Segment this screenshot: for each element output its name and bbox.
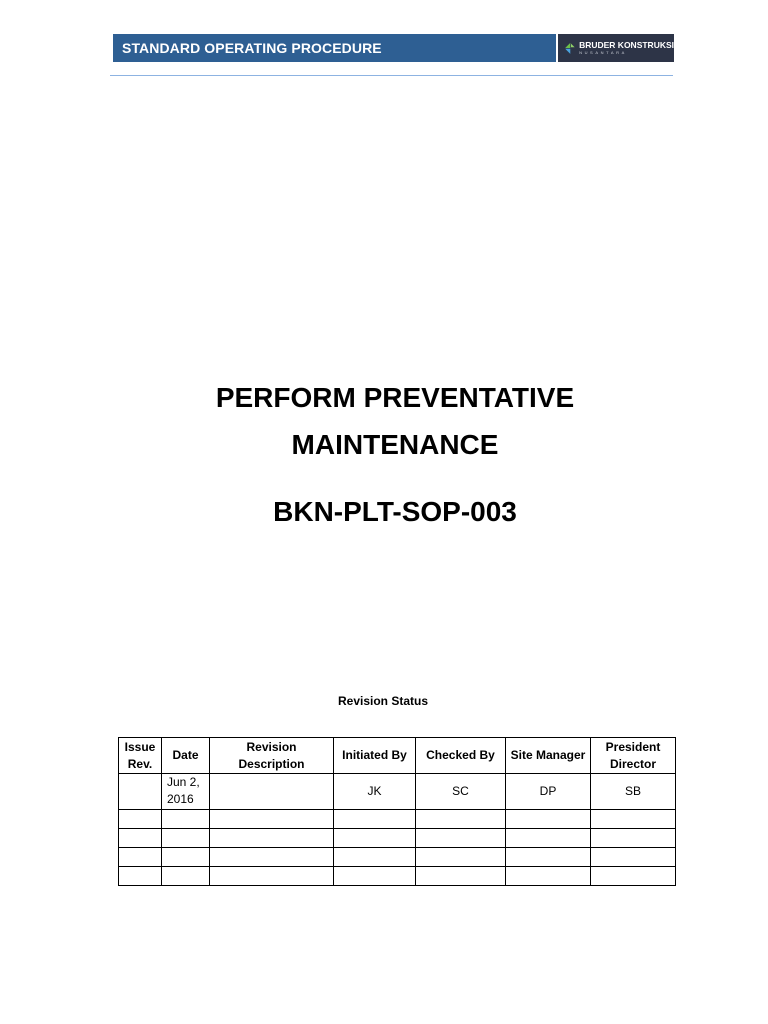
column-header-checked-by: Checked By <box>416 738 506 774</box>
cell-president-director <box>591 810 676 829</box>
cell-revision-description <box>210 774 334 810</box>
company-logo <box>558 34 674 62</box>
cell-date <box>162 867 210 886</box>
cell-president-director <box>591 848 676 867</box>
column-header-issue-rev: Issue Rev. <box>119 738 162 774</box>
header-bar <box>113 34 556 62</box>
cell-site-manager <box>506 810 591 829</box>
cell-issue-rev <box>119 774 162 810</box>
cell-initiated-by: JK <box>334 774 416 810</box>
cell-initiated-by <box>334 810 416 829</box>
cell-issue-rev <box>119 829 162 848</box>
column-header-site-manager: Site Manager <box>506 738 591 774</box>
cell-date <box>162 829 210 848</box>
column-header-date: Date <box>162 738 210 774</box>
cell-checked-by <box>416 867 506 886</box>
document-code: BKN-PLT-SOP-003 <box>273 496 517 527</box>
column-header-revision-description: Revision Description <box>210 738 334 774</box>
cell-checked-by <box>416 829 506 848</box>
cell-president-director <box>591 867 676 886</box>
cell-site-manager <box>506 829 591 848</box>
logo-text <box>579 40 674 56</box>
cell-revision-description <box>210 829 334 848</box>
column-header-initiated-by: Initiated By <box>334 738 416 774</box>
column-header-president-director: President Director <box>591 738 676 774</box>
table-row <box>119 867 676 886</box>
table-header-row <box>119 738 676 774</box>
logo-subtitle: NUSANTARA <box>579 50 627 55</box>
cell-date <box>162 848 210 867</box>
cell-site-manager: DP <box>506 774 591 810</box>
cell-checked-by <box>416 848 506 867</box>
cell-revision-description <box>210 848 334 867</box>
cell-checked-by: SC <box>416 774 506 810</box>
cell-issue-rev <box>119 810 162 829</box>
revision-status-table <box>118 737 676 886</box>
revision-status-heading: Revision Status <box>337 694 429 708</box>
leaf-logo-icon <box>563 38 576 58</box>
cell-issue-rev <box>119 867 162 886</box>
cell-initiated-by <box>334 848 416 867</box>
cell-initiated-by <box>334 829 416 848</box>
cell-date: Jun 2, 2016 <box>162 774 210 810</box>
document-title-line-2: MAINTENANCE <box>291 429 499 460</box>
header-title: STANDARD OPERATING PROCEDURE <box>122 40 382 56</box>
cell-revision-description <box>210 810 334 829</box>
logo-company-name: BRUDER KONSTRUKSI <box>579 40 674 50</box>
cell-date <box>162 810 210 829</box>
cell-revision-description <box>210 867 334 886</box>
cell-initiated-by <box>334 867 416 886</box>
cell-issue-rev <box>119 848 162 867</box>
cell-president-director <box>591 829 676 848</box>
cell-president-director: SB <box>591 774 676 810</box>
header-divider <box>110 75 673 76</box>
cell-checked-by <box>416 810 506 829</box>
document-title-line-1: PERFORM PREVENTATIVE <box>215 382 575 413</box>
document-title-block <box>0 374 768 529</box>
cell-site-manager <box>506 848 591 867</box>
table-row <box>119 848 676 867</box>
table-row <box>119 810 676 829</box>
cell-site-manager <box>506 867 591 886</box>
table-row <box>119 829 676 848</box>
table-row <box>119 774 676 810</box>
